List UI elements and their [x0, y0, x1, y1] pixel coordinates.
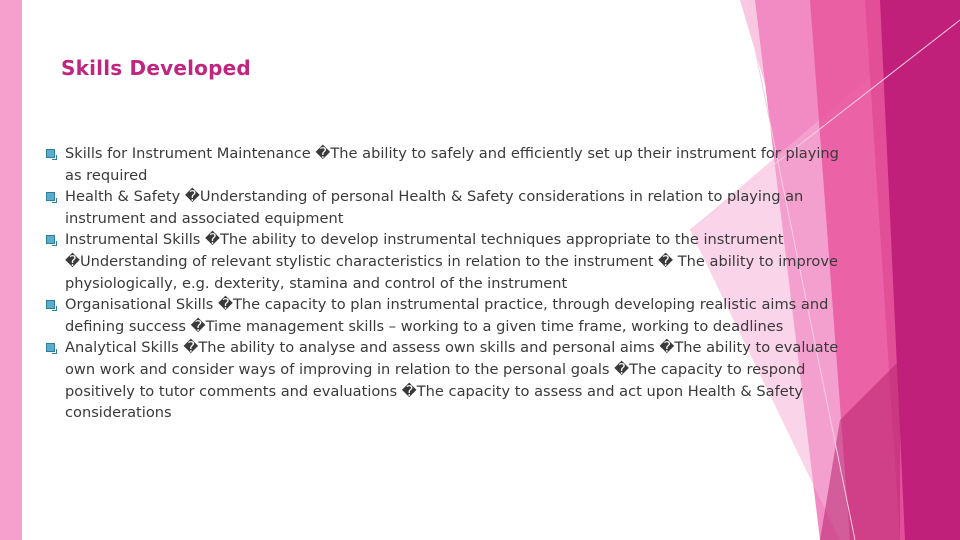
- hollow-square-bullet-icon: [46, 149, 55, 158]
- bullet-item-instrumental-skills: [46, 229, 856, 294]
- left-accent-band: [0, 0, 22, 540]
- hollow-square-bullet-icon: [46, 343, 55, 352]
- slide-title: Skills Developed: [61, 56, 251, 80]
- bullet-text: Organisational Skills �The capacity to plan instrumental practice, through developing realistic aims and defining success �Time management skills – working to a given time frame, working to deadlines: [65, 296, 829, 335]
- bullet-item-analytical-skills: [46, 337, 856, 423]
- bullet-item-organisational-skills: [46, 294, 856, 337]
- hollow-square-bullet-icon: [46, 235, 55, 244]
- hollow-square-bullet-icon: [46, 192, 55, 201]
- bullet-text: Health & Safety �Understanding of personal Health & Safety considerations in relation to playing an instrument and associated equipment: [65, 188, 804, 227]
- bullet-list: [46, 143, 856, 424]
- hollow-square-bullet-icon: [46, 300, 55, 309]
- bullet-item-health-safety: [46, 186, 856, 229]
- bullet-text: Instrumental Skills �The ability to develop instrumental techniques appropriate to the instrument �Understanding of relevant stylistic characteristics in relation to the instrument � The ability to improve physiologically, e.g. dexterity, stamina and control of the instrument: [65, 231, 838, 292]
- bullet-text: Skills for Instrument Maintenance �The ability to safely and efficiently set up their instrument for playing as required: [65, 145, 839, 184]
- bullet-item-instrument-maintenance: [46, 143, 856, 186]
- bullet-text: Analytical Skills �The ability to analyse and assess own skills and personal aims �The ability to evaluate own work and consider ways of improving in relation to the personal goals �The capacity to respond positively to tutor comments and evaluations �The capacity to assess and act upon Health & Safety considerations: [65, 339, 839, 422]
